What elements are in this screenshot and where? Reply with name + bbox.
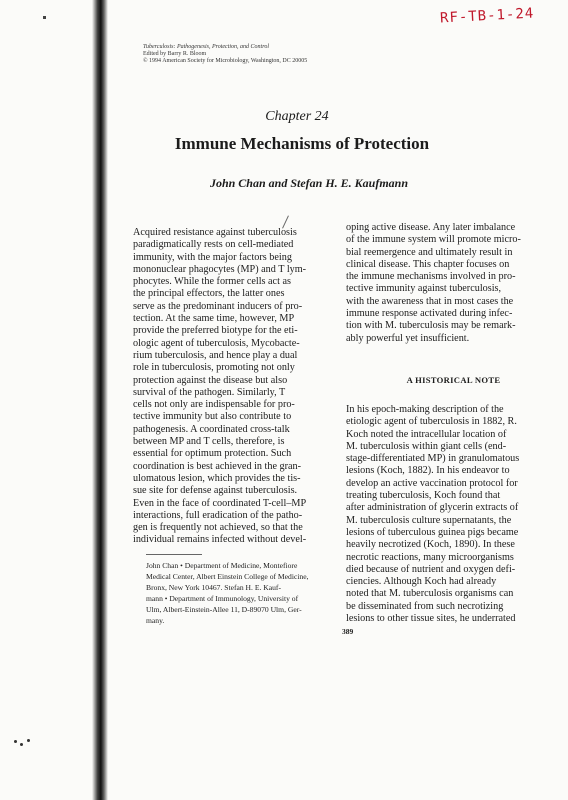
body-text-line: the immune mechanisms involved in pro- xyxy=(346,271,516,283)
footnote-line: Ulm, Albert-Einstein-Allee 11, D-89070 Ulm, Ger- xyxy=(146,605,302,614)
body-text-line: phocytes. While the former cells act as xyxy=(133,276,291,288)
body-text-line: clinical disease. This chapter focuses on xyxy=(346,258,510,270)
margin-speckles xyxy=(14,738,36,748)
section-heading: A HISTORICAL NOTE xyxy=(406,375,501,385)
body-text-line: ologic agent of tuberculosis, Mycobacte- xyxy=(133,337,300,349)
source-line: Tuberculosis: Pathogenesis, Protection, and Control xyxy=(143,44,269,50)
body-text-line: M. tuberculosis within giant cells (end- xyxy=(346,440,507,452)
author-footnote xyxy=(146,560,309,626)
body-text-line: ulomatous lesion, which provides the tis- xyxy=(133,472,301,484)
body-text-line: M. tuberculosis culture supernatants, the xyxy=(346,514,512,526)
body-text-line: immune response activated during infec- xyxy=(346,308,513,320)
body-text-line: gen is frequently not achieved, so that the xyxy=(133,522,303,534)
body-text-line: of the immune system will promote micro- xyxy=(346,234,521,246)
body-text-line: stage-differentiated MP) in granulomatous xyxy=(346,453,520,465)
body-text-line: rium tuberculosis, and hence play a dual xyxy=(133,349,298,361)
footnote-line: many. xyxy=(146,616,165,625)
body-text-line: bial reemergence and ultimately result in xyxy=(346,246,513,258)
body-text-line: provide the preferred biotype for the eti- xyxy=(133,325,298,337)
page-number: 389 xyxy=(342,627,354,636)
source-line: Edited by Barry R. Bloom xyxy=(143,51,207,57)
footnote-line: John Chan • Department of Medicine, Montefiore xyxy=(146,561,298,570)
footnote-rule xyxy=(146,554,202,555)
body-text-line: mononuclear phagocytes (MP) and T lym- xyxy=(133,263,307,275)
body-text-line: treating tuberculosis, Koch found that xyxy=(346,490,501,502)
body-text-line: coordination is best achieved in the gran- xyxy=(133,460,302,472)
body-text-line: the principal effectors, the latter ones xyxy=(133,288,285,300)
body-text-line: individual remains infected without devel- xyxy=(133,534,307,546)
body-text-line: after administration of glycerin extracts of xyxy=(346,502,519,514)
footnote-line: Bronx, New York 10467. Stefan H. E. Kauf- xyxy=(146,583,281,592)
body-text-line: serve as the predominant inducers of pro- xyxy=(133,300,303,312)
body-text-line: Even in the face of coordinated T-cell–MP xyxy=(133,497,307,509)
body-text-line: protection against the disease but also xyxy=(133,374,288,386)
right-column-bottom xyxy=(346,404,556,625)
body-text-line: tective immunity but also contribute to xyxy=(133,411,292,423)
body-text-line: role in tuberculosis, promoting not only xyxy=(133,362,295,374)
body-text-line: heavily necrotized (Koch, 1890). In these xyxy=(346,539,515,551)
body-text-line: interactions, full eradication of the patho- xyxy=(133,509,303,521)
handwritten-catalog-stamp: RF-TB-1-24 xyxy=(439,5,535,27)
body-text-line: be disseminated from such necrotizing xyxy=(346,600,504,612)
body-text-line: noted that M. tuberculosis organisms can xyxy=(346,588,514,600)
body-text-line: pathogenesis. A coordinated cross-talk xyxy=(133,423,290,435)
source-line: © 1994 American Society for Microbiology, Washington, DC 20005 xyxy=(143,58,308,64)
scan-speck xyxy=(43,16,46,19)
body-text-line: between MP and T cells, therefore, is xyxy=(133,436,285,448)
body-text-line: sue site for defense against tuberculosis. xyxy=(133,485,298,497)
body-text-line: died because of nutrient and oxygen defi- xyxy=(346,563,516,575)
body-text-line: etiologic agent of tuberculosis in 1882, R. xyxy=(346,416,517,428)
body-text-line: necrotic reactions, many microorganisms xyxy=(346,551,514,563)
body-text-line: ciencies. Although Koch had already xyxy=(346,576,497,588)
source-note xyxy=(143,44,307,65)
body-text-line: lesions to other tissue sites, he underrated xyxy=(346,613,516,625)
body-text-line: Koch noted the intracellular location of xyxy=(346,428,507,440)
body-text-line: essential for optimum protection. Such xyxy=(133,448,292,460)
body-text-line: cells not only are indispensable for pro- xyxy=(133,399,295,411)
body-text-line: tection. At the same time, however, MP xyxy=(133,313,295,325)
chapter-authors: John Chan and Stefan H. E. Kaufmann xyxy=(209,176,409,190)
body-text-line: with the awareness that in most cases the xyxy=(346,295,514,307)
body-text-line: immunity, with the major factors being xyxy=(133,251,292,263)
body-text-line: paradigmatically rests on cell-mediated xyxy=(133,239,294,251)
chapter-title: Immune Mechanisms of Protection xyxy=(174,134,430,153)
chapter-label: Chapter 24 xyxy=(265,109,329,124)
body-text-line: lesions of tuberculous guinea pigs became xyxy=(346,526,519,538)
body-text-line: tion with M. tuberculosis may be remark- xyxy=(346,320,516,332)
footnote-line: Medical Center, Albert Einstein College of Medicine, xyxy=(146,572,309,581)
left-column xyxy=(133,227,345,547)
body-text-line: survival of the pathogen. Similarly, T xyxy=(133,386,286,398)
body-text-line: develop an active vaccination protocol for xyxy=(346,477,518,489)
body-text-line: In his epoch-making description of the xyxy=(346,404,504,415)
body-text-line: Acquired resistance against tuberculosis xyxy=(133,227,297,238)
body-text-line: lesions (Koch, 1882). In his endeavor to xyxy=(346,465,510,477)
right-column-top xyxy=(346,222,556,345)
body-text-line: ably powerful yet insufficient. xyxy=(346,332,470,344)
footnote-line: mann • Department of Immunology, University of xyxy=(146,594,299,603)
body-text-line: oping active disease. Any later imbalance xyxy=(346,222,516,233)
body-text-line: tective immunity against tuberculosis, xyxy=(346,283,502,295)
